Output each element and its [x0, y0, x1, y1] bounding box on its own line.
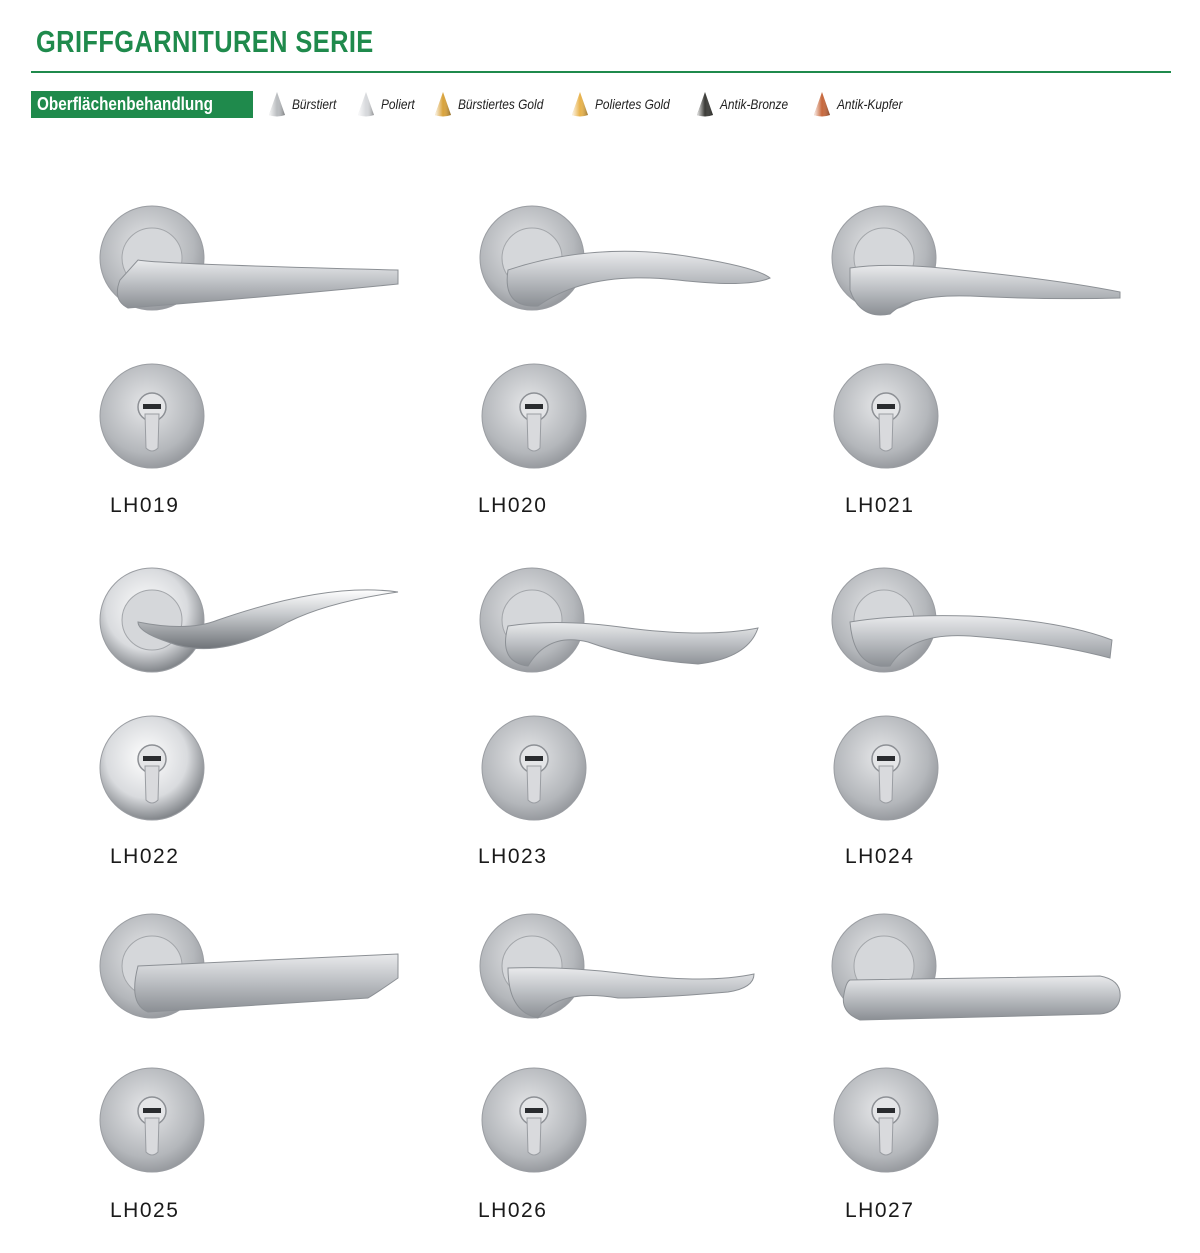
cylinder-rosette-icon — [480, 714, 590, 824]
finish-label: Oberflächenbehandlung — [31, 91, 253, 118]
finish-legend — [31, 90, 914, 118]
page-title: GRIFFGARNITUREN SERIE — [36, 24, 374, 59]
cylinder-rosette-icon — [98, 714, 208, 824]
polished-gold-cone-icon — [570, 91, 590, 117]
finish-item — [356, 91, 421, 117]
finish-item — [570, 91, 683, 117]
door-handle-icon — [98, 200, 418, 325]
brushed-cone-icon — [267, 91, 287, 117]
antique-copper-cone-icon — [812, 91, 832, 117]
cylinder-rosette-icon — [480, 1066, 590, 1176]
product-code: LH023 — [478, 845, 548, 868]
brushed-gold-cone-icon — [433, 91, 453, 117]
door-handle-icon — [98, 908, 418, 1033]
product-code: LH022 — [110, 845, 180, 868]
cylinder-rosette-icon — [832, 362, 942, 472]
cylinder-rosette-icon — [480, 362, 590, 472]
door-handle-icon — [478, 908, 798, 1033]
finish-name: Antik-Bronze — [720, 96, 789, 112]
door-handle-icon — [98, 562, 418, 687]
product-code: LH024 — [845, 845, 915, 868]
finish-name: Poliert — [381, 96, 415, 112]
finish-name: Bürstiert — [292, 96, 337, 112]
cylinder-rosette-icon — [832, 1066, 942, 1176]
door-handle-icon — [830, 562, 1150, 687]
cylinder-rosette-icon — [832, 714, 942, 824]
finish-item — [267, 91, 344, 117]
finish-name: Poliertes Gold — [595, 96, 670, 112]
finish-item — [695, 91, 800, 117]
cylinder-rosette-icon — [98, 1066, 208, 1176]
product-code: LH020 — [478, 494, 548, 517]
title-divider — [31, 71, 1171, 73]
product-code: LH025 — [110, 1199, 180, 1222]
antique-bronze-cone-icon — [695, 91, 715, 117]
finish-item — [812, 91, 914, 117]
product-code: LH026 — [478, 1199, 548, 1222]
door-handle-icon — [478, 562, 798, 687]
door-handle-icon — [830, 908, 1150, 1033]
cylinder-rosette-icon — [98, 362, 208, 472]
finish-item — [433, 91, 558, 117]
product-code: LH019 — [110, 494, 180, 517]
door-handle-icon — [830, 200, 1150, 325]
product-code: LH027 — [845, 1199, 915, 1222]
polished-cone-icon — [356, 91, 376, 117]
product-code: LH021 — [845, 494, 915, 517]
finish-name: Bürstiertes Gold — [457, 96, 544, 112]
door-handle-icon — [478, 200, 798, 325]
finish-name: Antik-Kupfer — [837, 96, 903, 112]
